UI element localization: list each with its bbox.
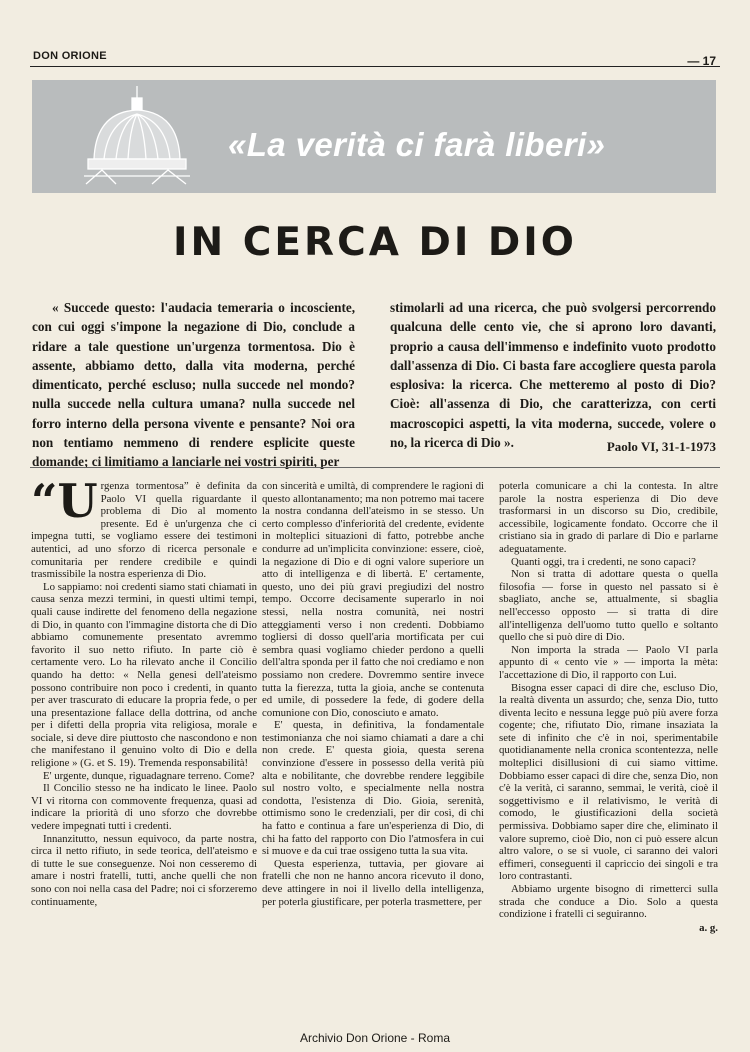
paragraph: Quanti oggi, tra i credenti, ne sono capaci? [511,555,696,568]
quote-left: « Succede questo: l'audacia temeraria o incosciente, con cui oggi s'impone la negazione di Dio, conclude a ridare a tale questione un'urgenza tormentosa. Dio è assente, abbiamo detto, dalla vita moderna, perché dimenticato, perché escluso; nulla succede nel mondo? nulla succede nella cultura umana? nulla succede nel forro interno della persona vivente e pensante? Noi ora non tentiamo nemmeno di rendere esplicite queste domande; ci limitiamo a lanciarle nei vostri spiriti, per [32,300,355,470]
banner-title: «La verità ci farà liberi» [228,126,606,163]
article-column-1 [31,474,257,908]
paragraph: Lo sappiamo: noi credenti siamo stati chiamati in causa senza mezzi termini, in questi ultimi tempi, quali cause indirette del fenomeno della negazione di Dio, in quanto con l'immagine distorta che di Dio abbiamo comunemente presentato avremmo favorito il suo netto rifiuto. In parte ciò è certamente vero. Lo ha rilevato anche il Concilio quando ha detto: « Nella genesi dell'ateismo possono contribuire non poco i credenti, in quanto per aver trascurato di educare la propria fede, o per una presentazione fallace della dottrina, od anche per i difetti della propria vita religiosa, morale e sociale, si deve dire piuttosto che nascondono e non che manifestano il genuino volto di Dio e della religione » (G. et S. 19). Tremenda responsabilità! [31,580,257,770]
paragraph: Innanzitutto, nessun equivoco, da parte nostra, circa il netto rifiuto, in sede teorica, dell'ateismo e di tutte le sue conseguenze. Noi non cesseremo di amare i nostri fratelli, tutti, anche quelli che non sono con noi nella casa del Padre; noi ci sforzeremo continuamente, [31,832,257,908]
article-column-2 [262,480,484,908]
paragraph: Bisogna esser capaci di dire che, escluso Dio, la realtà diventa un assurdo; che, senza Dio, tutto diventa lecito e nessuna legge può più avere forza cogente; che, rifiutato Dio, rimane insaziata la sete di infinito che c'è in noi, sperimentabile quotidianamente nella cronica scontentezza, nelle molteplici disillusioni di cui siamo vittime. Dobbiamo esser capaci di dire che, senza Dio, non c'è la verità, ci saranno, semmai, le verità, cioè il soggettivismo e il relativismo, le verità di comodo, le giustificazioni della società permissiva. Dobbiamo saper dire che, eliminato il valore supremo, cioè Dio, non ci può essere alcun altro valore, o se si vuole, ci saranno dei valori effimeri, conseguenti il capriccio dei singoli e tra loro contrastanti. [499,681,718,883]
archive-footer: Archivio Don Orione - Roma [299,1031,451,1045]
header-rule [30,66,720,67]
paragraph: Non si tratta di adottare questa o quella filosofia — forse in questo nel passato si è sbagliato, anche se, attualmente, si sbaglia nell'eccesso opposto — si tratta di dire all'intelligenza dell'uomo tutto quello e soltanto quello che si può dire di Dio. [499,568,718,644]
paragraph: con sincerità e umiltà, di comprendere le ragioni di questo allontanamento; ma non potremo mai tacere la nostra condanna dell'ateismo in se stesso. Un certo complesso d'inferiorità del credente, evidente in molteplici situazioni di fatto, potrebbe anche condurre ad un'implicita convinzione: essere, cioè, la negazione di Dio e di ogni valore superiore un atto di intelligenza e di libertà. E' certamente, questo, uno dei più gravi pregiudizi del nostro tempo. Occorre decisamente superarlo in noi stessi, nella nostra comunità, nei nostri atteggiamenti verso i non credenti. Dobbiamo togliersi di dosso quell'aria mortificata per cui sembra quasi vogliamo chieder perdono a quelli dell'altra sponda per il fatto che noi crediamo e non possiamo non credere. Dovremmo sentire invece tutta la fierezza, tutta la gioia, anche se contenuta ed umile, di possedere la fede, di godere della comunione con Dio, conosciuto e amato. [262,480,484,719]
article-column-3 [499,480,718,934]
dome-icon [82,84,192,189]
paragraph: Abbiamo urgente bisogno di rimetterci sulla strada che conduce a Dio. Solo a questa condizione i fratelli ci seguiranno. [499,883,718,921]
paragraph: Non importa la strada — Paolo VI parla appunto di « cento vie » — importa la mèta: l'accettazione di Dio, il rapporto con Lui. [499,643,718,681]
paragraph: E' questa, in definitiva, la fondamentale testimonianza che noi siamo chiamati a dare a chi non crede. E' questa gioia, questa serena convinzione d'essere in possesso della verità più alta e nobilitante, che dovrebbe rendere leggibile sul nostro volto, e specialmente nella nostra condotta, l'esistenza di Dio. Gioia, serenità, ottimismo sono le credenziali, per dir così, di chi ha fatto e continua a fare un'esperienza di Dio, di chi ha fatto del rapporto con Dio l'atmosfera in cui si muove e da cui trae ossigeno tutta la sua vita. [262,719,484,858]
paragraph: poterla comunicare a chi la contesta. In altre parole la nostra esperienza di Dio deve trasformarsi in un discorso su Dio, credibile, accessibile, logicamente fondato. Occorre che il cristiano sia in grado di parlare di Dio e parlarne adeguatamente. [499,480,718,555]
quote-signature: Paolo VI, 31-1-1973 [606,439,716,454]
page-number: — 17 [687,54,716,68]
magazine-name: DON ORIONE [33,50,107,62]
paragraph: E' urgente, dunque, riguadagnare terreno. Come? [43,769,255,782]
page-title: IN CERCA DI DIO [173,220,577,265]
quote-right: stimolarli ad una ricerca, che può svolgersi percorrendo qualcuna delle cento vie, che si aprono loro davanti, proprio a causa dell'immenso e indefinito vuoto prodotto dall'assenza di Dio. Ci basta fare accogliere questa parola esplosiva: la ricerca. Che metteremo al posto di Dio? Cioè: all'assenza di Dio, che caratterizza, con certi macroscopici aspetti, la vita moderna, succede, volere o no, la ricerca di Dio ». [390,300,716,451]
article-lead-paragraph: “Urgenza tormentosa” è definita da Paolo VI quella riguardante il problema di Dio al momento presente. Ed è un'urgenza che ci impegna tutti, se vogliamo essere dei testimoni autentici, ad uno sforzo di ricerca personale e comunitaria per rendere credibile e quindi trasmissibile la nostra esperienza di Dio. [31,474,257,581]
drop-cap: “U [31,474,98,528]
section-rule [30,467,720,468]
article-author: a. g. [699,921,718,934]
paragraph: Il Concilio stesso ne ha indicato le linee. Paolo VI vi ritorna con commovente frequenza, quasi ad indicare la priorità di uno sforzo che dovrebbe vedere impegnati tutti i credenti. [31,782,257,833]
paragraph: Questa esperienza, tuttavia, per giovare ai fratelli che non ne hanno ancora ricevuto il dono, deve attingere in noi il livello della intelligenza, per poterla giustificare, per poterla trasmettere, per [262,857,484,908]
